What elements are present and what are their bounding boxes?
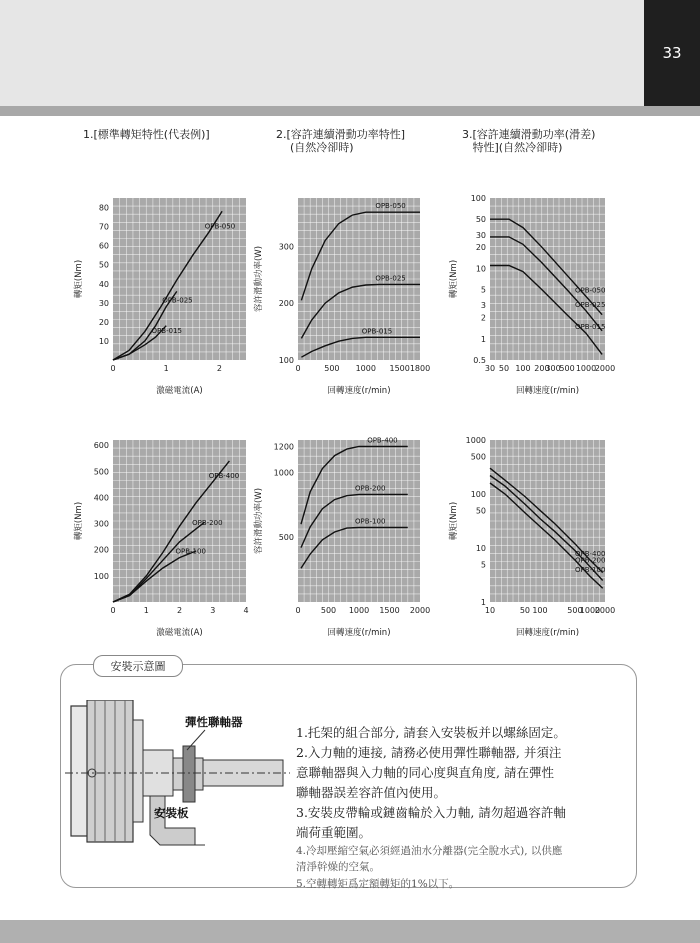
chart-torque-current-large bbox=[70, 432, 250, 637]
coupling-label: 彈性聯軸器 bbox=[185, 715, 243, 729]
y-tick-label: 1000 bbox=[273, 468, 294, 478]
series-label: OPB-400 bbox=[367, 436, 398, 445]
series-label: OPB-015 bbox=[361, 327, 393, 336]
install-note-3b: 端荷重範圍。 bbox=[296, 825, 372, 840]
y-tick-label: 500 bbox=[93, 467, 109, 477]
y-tick-label: 100 bbox=[278, 356, 294, 365]
x-tick-label: 1000 bbox=[348, 606, 370, 615]
series-label: OPB-025 bbox=[575, 300, 606, 309]
bracket-label: 安裝板 bbox=[154, 806, 189, 820]
y-tick-label: 2 bbox=[480, 313, 486, 323]
x-tick-label: 4 bbox=[243, 606, 249, 615]
install-note-4a: 4.冷却壓縮空氣必須經過油水分離器(完全脫水式), 以供應 bbox=[296, 845, 563, 857]
y-tick-label: 100 bbox=[470, 194, 486, 203]
clutch-installation-illustration bbox=[65, 700, 295, 850]
x-tick-label: 100 bbox=[515, 364, 531, 373]
x-tick-label: 2000 bbox=[594, 606, 616, 615]
series-label: OPB-200 bbox=[575, 556, 606, 565]
header-band bbox=[0, 0, 644, 106]
y-tick-label: 60 bbox=[98, 241, 109, 251]
x-tick-label: 0 bbox=[295, 364, 301, 373]
install-note-2a: 2.入力軸的連接, 請務必使用彈性聯軸器, 并須注 bbox=[296, 745, 562, 760]
x-tick-label: 500 bbox=[324, 364, 340, 373]
y-tick-label: 30 bbox=[475, 230, 486, 240]
y-tick-label: 20 bbox=[98, 317, 109, 327]
y-tick-label: 200 bbox=[278, 299, 294, 309]
y-axis-label: 轉矩(Nm) bbox=[74, 501, 84, 541]
chart-torque-speed-large bbox=[445, 432, 615, 637]
chart-3-title: 3.[容許連續滑動功率(滑差) 特性](自然冷卻時) bbox=[462, 128, 596, 154]
install-title: 安裝示意圖 bbox=[93, 655, 183, 677]
x-tick-label: 1500 bbox=[379, 606, 400, 615]
install-note-2c: 聯軸器誤差容許值內使用。 bbox=[296, 785, 447, 800]
install-note-4b: 清淨幹燥的空氣。 bbox=[296, 861, 380, 873]
y-tick-label: 3 bbox=[480, 301, 486, 311]
x-tick-label: 10 bbox=[484, 606, 496, 615]
y-tick-label: 50 bbox=[98, 260, 109, 270]
x-axis-label: 激磁電流(A) bbox=[156, 628, 203, 638]
y-axis-label: 容許滑動功率(W) bbox=[254, 245, 264, 313]
series-label: OPB-400 bbox=[208, 471, 240, 480]
x-tick-label: 2000 bbox=[409, 606, 431, 615]
y-tick-label: 80 bbox=[98, 203, 109, 213]
x-tick-label: 3 bbox=[210, 606, 216, 615]
series-label: OPB-050 bbox=[575, 286, 606, 295]
y-tick-label: 200 bbox=[93, 545, 109, 555]
x-tick-label: 50 bbox=[498, 364, 510, 373]
series-label: OPB-100 bbox=[175, 547, 206, 556]
x-tick-label: 2 bbox=[216, 364, 222, 373]
install-note-5: 5.空轉轉矩爲定額轉矩的1%以下。 bbox=[296, 878, 460, 890]
x-axis-label: 激磁電流(A) bbox=[156, 386, 203, 396]
install-note-3a: 3.安裝皮帶輪或鏈齒輪於入力軸, 請勿超過容許軸 bbox=[296, 805, 566, 820]
x-tick-label: 0 bbox=[110, 606, 116, 615]
x-tick-label: 30 bbox=[484, 364, 496, 373]
y-tick-label: 1000 bbox=[465, 436, 486, 445]
y-tick-label: 1200 bbox=[273, 442, 294, 452]
y-tick-label: 1 bbox=[480, 598, 486, 607]
y-tick-label: 400 bbox=[93, 493, 109, 503]
chart-torque-current-small bbox=[70, 190, 250, 395]
y-tick-label: 30 bbox=[98, 298, 109, 308]
y-tick-label: 40 bbox=[98, 279, 109, 289]
y-axis-label: 轉矩(Nm) bbox=[449, 501, 459, 541]
x-tick-label: 1000 bbox=[579, 606, 601, 615]
x-tick-label: 0 bbox=[110, 364, 116, 373]
series-label: OPB-015 bbox=[575, 323, 606, 332]
footer-band bbox=[0, 920, 700, 943]
chart-2-title: 2.[容許連續滑動功率特性] (自然冷卻時) bbox=[276, 128, 406, 154]
y-tick-label: 5 bbox=[480, 560, 486, 570]
install-note-1: 1.托架的組合部分, 請套入安裝板并以螺絲固定。 bbox=[296, 725, 566, 740]
x-tick-label: 50 bbox=[519, 606, 531, 615]
x-tick-label: 1 bbox=[163, 364, 169, 373]
series-label: OPB-050 bbox=[375, 202, 406, 211]
install-note-2b: 意聯軸器與入力軸的同心度與直角度, 請在彈性 bbox=[296, 765, 554, 780]
x-tick-label: 1800 bbox=[409, 364, 431, 373]
y-tick-label: 1 bbox=[480, 334, 486, 344]
header-rule bbox=[0, 106, 700, 116]
x-tick-label: 500 bbox=[320, 606, 337, 615]
series-label: OPB-025 bbox=[162, 296, 193, 305]
series-label: OPB-400 bbox=[575, 549, 606, 558]
x-tick-label: 2 bbox=[176, 606, 183, 615]
x-axis-label: 回轉速度(r/min) bbox=[515, 386, 580, 396]
series-label: OPB-025 bbox=[375, 274, 406, 283]
y-axis-label: 轉矩(Nm) bbox=[449, 259, 459, 299]
y-tick-label: 70 bbox=[98, 222, 109, 232]
x-tick-label: 1000 bbox=[575, 364, 597, 373]
chart-power-speed-small bbox=[250, 190, 430, 395]
x-axis-label: 回轉速度(r/min) bbox=[327, 628, 391, 638]
y-tick-label: 0.5 bbox=[473, 356, 486, 365]
x-axis-label: 回轉速度(r/min) bbox=[327, 386, 391, 396]
chart-torque-speed-small bbox=[445, 190, 615, 395]
y-tick-label: 500 bbox=[278, 533, 294, 543]
x-tick-label: 200 bbox=[534, 364, 550, 373]
x-tick-label: 1 bbox=[143, 606, 149, 615]
y-tick-label: 300 bbox=[93, 519, 109, 529]
x-axis-label: 回轉速度(r/min) bbox=[515, 628, 580, 638]
x-tick-label: 0 bbox=[295, 606, 301, 615]
y-tick-label: 10 bbox=[98, 336, 109, 346]
series-label: OPB-100 bbox=[575, 566, 606, 575]
y-tick-label: 100 bbox=[470, 490, 486, 499]
page-number: 33 bbox=[644, 0, 700, 106]
x-tick-label: 300 bbox=[545, 364, 561, 373]
x-tick-label: 1500 bbox=[389, 364, 410, 373]
series-label: OPB-100 bbox=[355, 517, 386, 526]
x-tick-label: 500 bbox=[567, 606, 583, 615]
y-tick-label: 10 bbox=[475, 264, 486, 274]
y-tick-label: 600 bbox=[93, 441, 109, 451]
y-tick-label: 5 bbox=[480, 285, 486, 295]
y-tick-label: 50 bbox=[475, 215, 486, 225]
series-label: OPB-200 bbox=[192, 518, 223, 527]
y-tick-label: 50 bbox=[475, 506, 486, 516]
x-tick-label: 2000 bbox=[594, 364, 616, 373]
y-tick-label: 20 bbox=[475, 243, 486, 253]
series-label: OPB-015 bbox=[151, 327, 182, 336]
y-axis-label: 轉矩(Nm) bbox=[74, 259, 84, 299]
y-tick-label: 300 bbox=[278, 242, 294, 252]
x-tick-label: 100 bbox=[532, 606, 548, 615]
y-tick-label: 500 bbox=[470, 452, 486, 462]
y-tick-label: 10 bbox=[475, 544, 486, 553]
y-axis-label: 容許滑動功率(W) bbox=[254, 487, 264, 555]
x-tick-label: 1000 bbox=[355, 364, 376, 373]
series-label: OPB-200 bbox=[355, 484, 386, 493]
chart-power-speed-large bbox=[250, 432, 430, 637]
chart-1-title: 1.[標準轉矩特性(代表例)] bbox=[83, 128, 210, 141]
x-tick-label: 500 bbox=[559, 364, 575, 373]
y-tick-label: 100 bbox=[93, 571, 109, 581]
series-label: OPB-050 bbox=[204, 222, 236, 231]
